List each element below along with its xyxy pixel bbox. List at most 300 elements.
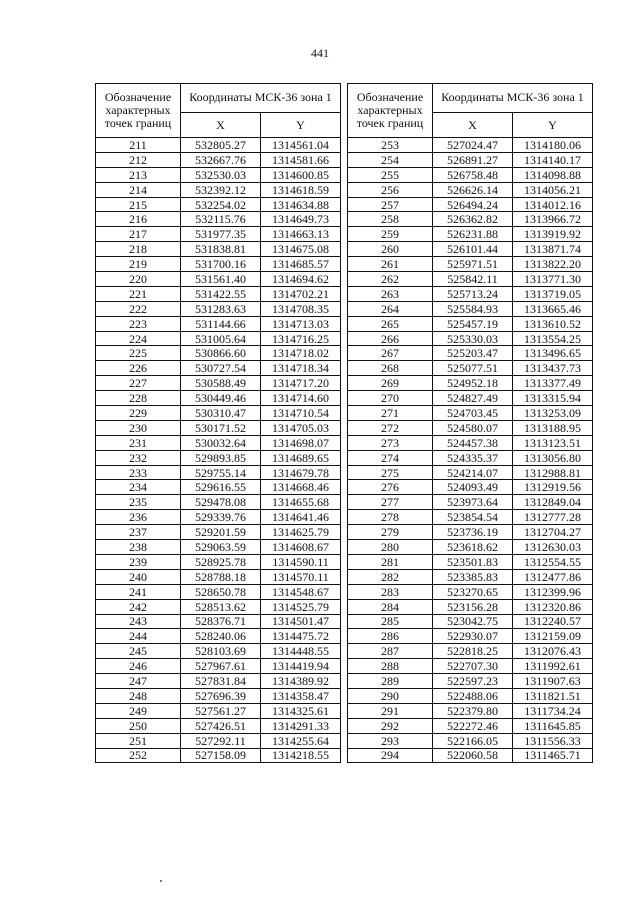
x-cell: 530727.54 bbox=[181, 361, 261, 376]
x-cell: 531144.66 bbox=[181, 316, 261, 331]
table-row bbox=[96, 688, 341, 703]
point-number-cell: 232 bbox=[96, 450, 181, 465]
point-number-cell: 283 bbox=[348, 584, 433, 599]
point-number-cell: 259 bbox=[348, 227, 433, 242]
table-row bbox=[96, 242, 341, 257]
point-number-cell: 214 bbox=[96, 182, 181, 197]
point-number-cell: 238 bbox=[96, 540, 181, 555]
y-cell: 1314570.11 bbox=[261, 569, 341, 584]
point-number-cell: 251 bbox=[96, 733, 181, 748]
x-cell: 523156.28 bbox=[433, 599, 513, 614]
table-row bbox=[348, 629, 593, 644]
x-cell: 532115.76 bbox=[181, 212, 261, 227]
y-cell: 1314180.06 bbox=[513, 138, 593, 153]
table-row bbox=[96, 286, 341, 301]
table-row bbox=[96, 510, 341, 525]
y-cell: 1314600.85 bbox=[261, 167, 341, 182]
header-x: X bbox=[433, 113, 513, 138]
point-number-cell: 241 bbox=[96, 584, 181, 599]
y-cell: 1314325.61 bbox=[261, 703, 341, 718]
x-cell: 528240.06 bbox=[181, 629, 261, 644]
x-cell: 527696.39 bbox=[181, 688, 261, 703]
x-cell: 529478.08 bbox=[181, 495, 261, 510]
x-cell: 524457.38 bbox=[433, 435, 513, 450]
point-number-cell: 237 bbox=[96, 525, 181, 540]
point-number-cell: 278 bbox=[348, 510, 433, 525]
x-cell: 522060.58 bbox=[433, 748, 513, 763]
table-row bbox=[96, 272, 341, 287]
table-row bbox=[96, 197, 341, 212]
table-row bbox=[96, 152, 341, 167]
point-number-cell: 233 bbox=[96, 465, 181, 480]
point-number-cell: 254 bbox=[348, 152, 433, 167]
table-row bbox=[348, 674, 593, 689]
x-cell: 531700.16 bbox=[181, 257, 261, 272]
header-coordinates: Координаты МСК-36 зона 1 bbox=[181, 84, 341, 113]
table-row bbox=[96, 480, 341, 495]
x-cell: 522166.05 bbox=[433, 733, 513, 748]
table-row bbox=[348, 420, 593, 435]
table-row bbox=[96, 316, 341, 331]
x-cell: 529616.55 bbox=[181, 480, 261, 495]
table-row bbox=[96, 420, 341, 435]
x-cell: 528376.71 bbox=[181, 614, 261, 629]
x-cell: 525584.93 bbox=[433, 301, 513, 316]
point-number-cell: 257 bbox=[348, 197, 433, 212]
point-number-cell: 292 bbox=[348, 718, 433, 733]
table-row bbox=[96, 167, 341, 182]
y-cell: 1314608.67 bbox=[261, 540, 341, 555]
x-cell: 525842.11 bbox=[433, 272, 513, 287]
header-designation: Обозначение характерных точек границ bbox=[348, 84, 433, 138]
point-number-cell: 293 bbox=[348, 733, 433, 748]
x-cell: 522272.46 bbox=[433, 718, 513, 733]
table-row bbox=[96, 391, 341, 406]
point-number-cell: 228 bbox=[96, 391, 181, 406]
y-cell: 1312630.03 bbox=[513, 540, 593, 555]
point-number-cell: 247 bbox=[96, 674, 181, 689]
point-number-cell: 242 bbox=[96, 599, 181, 614]
table-row bbox=[348, 465, 593, 480]
table-row bbox=[96, 331, 341, 346]
point-number-cell: 286 bbox=[348, 629, 433, 644]
point-number-cell: 275 bbox=[348, 465, 433, 480]
table-body bbox=[348, 138, 593, 763]
x-cell: 526494.24 bbox=[433, 197, 513, 212]
point-number-cell: 268 bbox=[348, 361, 433, 376]
table-row bbox=[96, 703, 341, 718]
table-row bbox=[96, 584, 341, 599]
table-row bbox=[348, 361, 593, 376]
y-cell: 1313123.51 bbox=[513, 435, 593, 450]
y-cell: 1311556.33 bbox=[513, 733, 593, 748]
table-row bbox=[348, 346, 593, 361]
table-body bbox=[96, 138, 341, 763]
y-cell: 1311645.85 bbox=[513, 718, 593, 733]
point-number-cell: 264 bbox=[348, 301, 433, 316]
y-cell: 1314358.47 bbox=[261, 688, 341, 703]
y-cell: 1314685.57 bbox=[261, 257, 341, 272]
x-cell: 531838.81 bbox=[181, 242, 261, 257]
x-cell: 524335.37 bbox=[433, 450, 513, 465]
y-cell: 1314694.62 bbox=[261, 272, 341, 287]
point-number-cell: 217 bbox=[96, 227, 181, 242]
table-row bbox=[96, 257, 341, 272]
point-number-cell: 289 bbox=[348, 674, 433, 689]
point-number-cell: 288 bbox=[348, 659, 433, 674]
y-cell: 1314561.04 bbox=[261, 138, 341, 153]
table-row bbox=[96, 659, 341, 674]
point-number-cell: 248 bbox=[96, 688, 181, 703]
x-cell: 526231.88 bbox=[433, 227, 513, 242]
y-cell: 1313771.30 bbox=[513, 272, 593, 287]
x-cell: 525330.03 bbox=[433, 331, 513, 346]
y-cell: 1314475.72 bbox=[261, 629, 341, 644]
y-cell: 1314098.88 bbox=[513, 167, 593, 182]
point-number-cell: 225 bbox=[96, 346, 181, 361]
header-y: Y bbox=[261, 113, 341, 138]
point-number-cell: 240 bbox=[96, 569, 181, 584]
point-number-cell: 215 bbox=[96, 197, 181, 212]
table-row bbox=[96, 301, 341, 316]
table-row bbox=[96, 465, 341, 480]
x-cell: 526626.14 bbox=[433, 182, 513, 197]
table-row bbox=[96, 227, 341, 242]
point-number-cell: 227 bbox=[96, 376, 181, 391]
y-cell: 1314625.79 bbox=[261, 525, 341, 540]
x-cell: 532805.27 bbox=[181, 138, 261, 153]
table-row bbox=[348, 152, 593, 167]
point-number-cell: 226 bbox=[96, 361, 181, 376]
table-row bbox=[348, 495, 593, 510]
y-cell: 1314419.94 bbox=[261, 659, 341, 674]
header-designation: Обозначение характерных точек границ bbox=[96, 84, 181, 138]
table-row bbox=[96, 614, 341, 629]
table-row bbox=[348, 733, 593, 748]
y-cell: 1314708.35 bbox=[261, 301, 341, 316]
table-row bbox=[348, 450, 593, 465]
table-row bbox=[96, 450, 341, 465]
point-number-cell: 285 bbox=[348, 614, 433, 629]
x-cell: 528103.69 bbox=[181, 644, 261, 659]
y-cell: 1314218.55 bbox=[261, 748, 341, 763]
x-cell: 528925.78 bbox=[181, 554, 261, 569]
y-cell: 1313377.49 bbox=[513, 376, 593, 391]
table-row bbox=[96, 138, 341, 153]
table-row bbox=[348, 301, 593, 316]
table-row bbox=[96, 674, 341, 689]
y-cell: 1313056.80 bbox=[513, 450, 593, 465]
table-row bbox=[348, 376, 593, 391]
y-cell: 1314675.08 bbox=[261, 242, 341, 257]
table-row bbox=[348, 748, 593, 763]
table-row bbox=[96, 733, 341, 748]
header-y: Y bbox=[513, 113, 593, 138]
x-cell: 528788.18 bbox=[181, 569, 261, 584]
point-number-cell: 249 bbox=[96, 703, 181, 718]
table-row bbox=[348, 167, 593, 182]
y-cell: 1314056.21 bbox=[513, 182, 593, 197]
table-row bbox=[348, 197, 593, 212]
table-row bbox=[348, 138, 593, 153]
y-cell: 1313496.65 bbox=[513, 346, 593, 361]
table-row bbox=[348, 272, 593, 287]
y-cell: 1314710.54 bbox=[261, 406, 341, 421]
table-row bbox=[348, 227, 593, 242]
y-cell: 1312076.43 bbox=[513, 644, 593, 659]
point-number-cell: 291 bbox=[348, 703, 433, 718]
table-row bbox=[96, 718, 341, 733]
point-number-cell: 250 bbox=[96, 718, 181, 733]
point-number-cell: 236 bbox=[96, 510, 181, 525]
x-cell: 523973.64 bbox=[433, 495, 513, 510]
x-cell: 523736.19 bbox=[433, 525, 513, 540]
x-cell: 525077.51 bbox=[433, 361, 513, 376]
table-row bbox=[348, 659, 593, 674]
y-cell: 1312777.28 bbox=[513, 510, 593, 525]
x-cell: 527426.51 bbox=[181, 718, 261, 733]
point-number-cell: 265 bbox=[348, 316, 433, 331]
header-coordinates: Координаты МСК-36 зона 1 bbox=[433, 84, 593, 113]
y-cell: 1314655.68 bbox=[261, 495, 341, 510]
point-number-cell: 272 bbox=[348, 420, 433, 435]
table-row bbox=[348, 554, 593, 569]
y-cell: 1312988.81 bbox=[513, 465, 593, 480]
y-cell: 1314713.03 bbox=[261, 316, 341, 331]
y-cell: 1311465.71 bbox=[513, 748, 593, 763]
y-cell: 1314718.02 bbox=[261, 346, 341, 361]
x-cell: 527292.11 bbox=[181, 733, 261, 748]
table-row bbox=[96, 212, 341, 227]
y-cell: 1313719.05 bbox=[513, 286, 593, 301]
table-row bbox=[96, 569, 341, 584]
point-number-cell: 255 bbox=[348, 167, 433, 182]
table-row bbox=[348, 406, 593, 421]
x-cell: 524703.45 bbox=[433, 406, 513, 421]
y-cell: 1312849.04 bbox=[513, 495, 593, 510]
x-cell: 522379.80 bbox=[433, 703, 513, 718]
x-cell: 531005.64 bbox=[181, 331, 261, 346]
y-cell: 1314689.65 bbox=[261, 450, 341, 465]
table-row bbox=[96, 629, 341, 644]
page-number: 441 bbox=[311, 46, 329, 60]
table-row bbox=[96, 376, 341, 391]
x-cell: 523854.54 bbox=[433, 510, 513, 525]
point-number-cell: 263 bbox=[348, 286, 433, 301]
x-cell: 529063.59 bbox=[181, 540, 261, 555]
table-row bbox=[348, 644, 593, 659]
point-number-cell: 229 bbox=[96, 406, 181, 421]
x-cell: 531561.40 bbox=[181, 272, 261, 287]
point-number-cell: 276 bbox=[348, 480, 433, 495]
x-cell: 524214.07 bbox=[433, 465, 513, 480]
table-row bbox=[348, 718, 593, 733]
y-cell: 1314501.47 bbox=[261, 614, 341, 629]
x-cell: 525971.51 bbox=[433, 257, 513, 272]
y-cell: 1314679.78 bbox=[261, 465, 341, 480]
table-row bbox=[348, 510, 593, 525]
y-cell: 1312399.96 bbox=[513, 584, 593, 599]
table-row bbox=[96, 644, 341, 659]
x-cell: 529893.85 bbox=[181, 450, 261, 465]
x-cell: 523042.75 bbox=[433, 614, 513, 629]
table-row bbox=[96, 748, 341, 763]
x-cell: 527024.47 bbox=[433, 138, 513, 153]
table-row bbox=[348, 584, 593, 599]
x-cell: 529339.76 bbox=[181, 510, 261, 525]
point-number-cell: 253 bbox=[348, 138, 433, 153]
y-cell: 1314581.66 bbox=[261, 152, 341, 167]
point-number-cell: 279 bbox=[348, 525, 433, 540]
y-cell: 1313315.94 bbox=[513, 391, 593, 406]
point-number-cell: 211 bbox=[96, 138, 181, 153]
y-cell: 1312477.86 bbox=[513, 569, 593, 584]
y-cell: 1314717.20 bbox=[261, 376, 341, 391]
point-number-cell: 220 bbox=[96, 272, 181, 287]
y-cell: 1313610.52 bbox=[513, 316, 593, 331]
table-row bbox=[96, 406, 341, 421]
point-number-cell: 294 bbox=[348, 748, 433, 763]
y-cell: 1311907.63 bbox=[513, 674, 593, 689]
y-cell: 1314714.60 bbox=[261, 391, 341, 406]
x-cell: 528650.78 bbox=[181, 584, 261, 599]
point-number-cell: 258 bbox=[348, 212, 433, 227]
x-cell: 532392.12 bbox=[181, 182, 261, 197]
table-row bbox=[96, 182, 341, 197]
table-row bbox=[348, 614, 593, 629]
y-cell: 1311734.24 bbox=[513, 703, 593, 718]
x-cell: 525713.24 bbox=[433, 286, 513, 301]
y-cell: 1314548.67 bbox=[261, 584, 341, 599]
y-cell: 1314389.92 bbox=[261, 674, 341, 689]
point-number-cell: 266 bbox=[348, 331, 433, 346]
y-cell: 1314525.79 bbox=[261, 599, 341, 614]
table-row bbox=[348, 182, 593, 197]
x-cell: 527561.27 bbox=[181, 703, 261, 718]
y-cell: 1314618.59 bbox=[261, 182, 341, 197]
y-cell: 1313966.72 bbox=[513, 212, 593, 227]
x-cell: 530171.52 bbox=[181, 420, 261, 435]
point-number-cell: 273 bbox=[348, 435, 433, 450]
point-number-cell: 282 bbox=[348, 569, 433, 584]
y-cell: 1312704.27 bbox=[513, 525, 593, 540]
y-cell: 1312320.86 bbox=[513, 599, 593, 614]
y-cell: 1314590.11 bbox=[261, 554, 341, 569]
table-row bbox=[348, 286, 593, 301]
table-row bbox=[348, 212, 593, 227]
table-row bbox=[96, 554, 341, 569]
table-row bbox=[96, 599, 341, 614]
y-cell: 1312554.55 bbox=[513, 554, 593, 569]
y-cell: 1314705.03 bbox=[261, 420, 341, 435]
point-number-cell: 230 bbox=[96, 420, 181, 435]
y-cell: 1311821.51 bbox=[513, 688, 593, 703]
point-number-cell: 243 bbox=[96, 614, 181, 629]
x-cell: 530032.64 bbox=[181, 435, 261, 450]
point-number-cell: 277 bbox=[348, 495, 433, 510]
table-row bbox=[96, 540, 341, 555]
table-row bbox=[348, 391, 593, 406]
scan-speck bbox=[160, 880, 162, 882]
table-row bbox=[348, 480, 593, 495]
x-cell: 524093.49 bbox=[433, 480, 513, 495]
x-cell: 523385.83 bbox=[433, 569, 513, 584]
x-cell: 529755.14 bbox=[181, 465, 261, 480]
point-number-cell: 262 bbox=[348, 272, 433, 287]
x-cell: 527831.84 bbox=[181, 674, 261, 689]
point-number-cell: 274 bbox=[348, 450, 433, 465]
y-cell: 1314718.34 bbox=[261, 361, 341, 376]
point-number-cell: 224 bbox=[96, 331, 181, 346]
x-cell: 522818.25 bbox=[433, 644, 513, 659]
point-number-cell: 221 bbox=[96, 286, 181, 301]
point-number-cell: 270 bbox=[348, 391, 433, 406]
point-number-cell: 267 bbox=[348, 346, 433, 361]
y-cell: 1314698.07 bbox=[261, 435, 341, 450]
x-cell: 524827.49 bbox=[433, 391, 513, 406]
x-cell: 531283.63 bbox=[181, 301, 261, 316]
x-cell: 530310.47 bbox=[181, 406, 261, 421]
x-cell: 526758.48 bbox=[433, 167, 513, 182]
point-number-cell: 218 bbox=[96, 242, 181, 257]
y-cell: 1314702.21 bbox=[261, 286, 341, 301]
x-cell: 530449.46 bbox=[181, 391, 261, 406]
point-number-cell: 223 bbox=[96, 316, 181, 331]
x-cell: 527967.61 bbox=[181, 659, 261, 674]
y-cell: 1314012.16 bbox=[513, 197, 593, 212]
y-cell: 1313822.20 bbox=[513, 257, 593, 272]
point-number-cell: 244 bbox=[96, 629, 181, 644]
x-cell: 524952.18 bbox=[433, 376, 513, 391]
x-cell: 522930.07 bbox=[433, 629, 513, 644]
x-cell: 523618.62 bbox=[433, 540, 513, 555]
coordinates-table-left bbox=[95, 83, 341, 763]
x-cell: 528513.62 bbox=[181, 599, 261, 614]
y-cell: 1313871.74 bbox=[513, 242, 593, 257]
y-cell: 1313554.25 bbox=[513, 331, 593, 346]
point-number-cell: 284 bbox=[348, 599, 433, 614]
point-number-cell: 290 bbox=[348, 688, 433, 703]
point-number-cell: 231 bbox=[96, 435, 181, 450]
point-number-cell: 260 bbox=[348, 242, 433, 257]
y-cell: 1314663.13 bbox=[261, 227, 341, 242]
point-number-cell: 213 bbox=[96, 167, 181, 182]
coordinates-table-right bbox=[347, 83, 593, 763]
table-row bbox=[96, 361, 341, 376]
point-number-cell: 252 bbox=[96, 748, 181, 763]
point-number-cell: 261 bbox=[348, 257, 433, 272]
y-cell: 1314255.64 bbox=[261, 733, 341, 748]
point-number-cell: 280 bbox=[348, 540, 433, 555]
x-cell: 526362.82 bbox=[433, 212, 513, 227]
point-number-cell: 271 bbox=[348, 406, 433, 421]
table-row bbox=[348, 257, 593, 272]
y-cell: 1314649.73 bbox=[261, 212, 341, 227]
point-number-cell: 219 bbox=[96, 257, 181, 272]
y-cell: 1313665.46 bbox=[513, 301, 593, 316]
x-cell: 531422.55 bbox=[181, 286, 261, 301]
table-row bbox=[348, 316, 593, 331]
y-cell: 1313437.73 bbox=[513, 361, 593, 376]
y-cell: 1314634.88 bbox=[261, 197, 341, 212]
point-number-cell: 256 bbox=[348, 182, 433, 197]
x-cell: 522488.06 bbox=[433, 688, 513, 703]
table-row bbox=[348, 569, 593, 584]
table-row bbox=[348, 331, 593, 346]
point-number-cell: 246 bbox=[96, 659, 181, 674]
table-row bbox=[348, 525, 593, 540]
point-number-cell: 212 bbox=[96, 152, 181, 167]
